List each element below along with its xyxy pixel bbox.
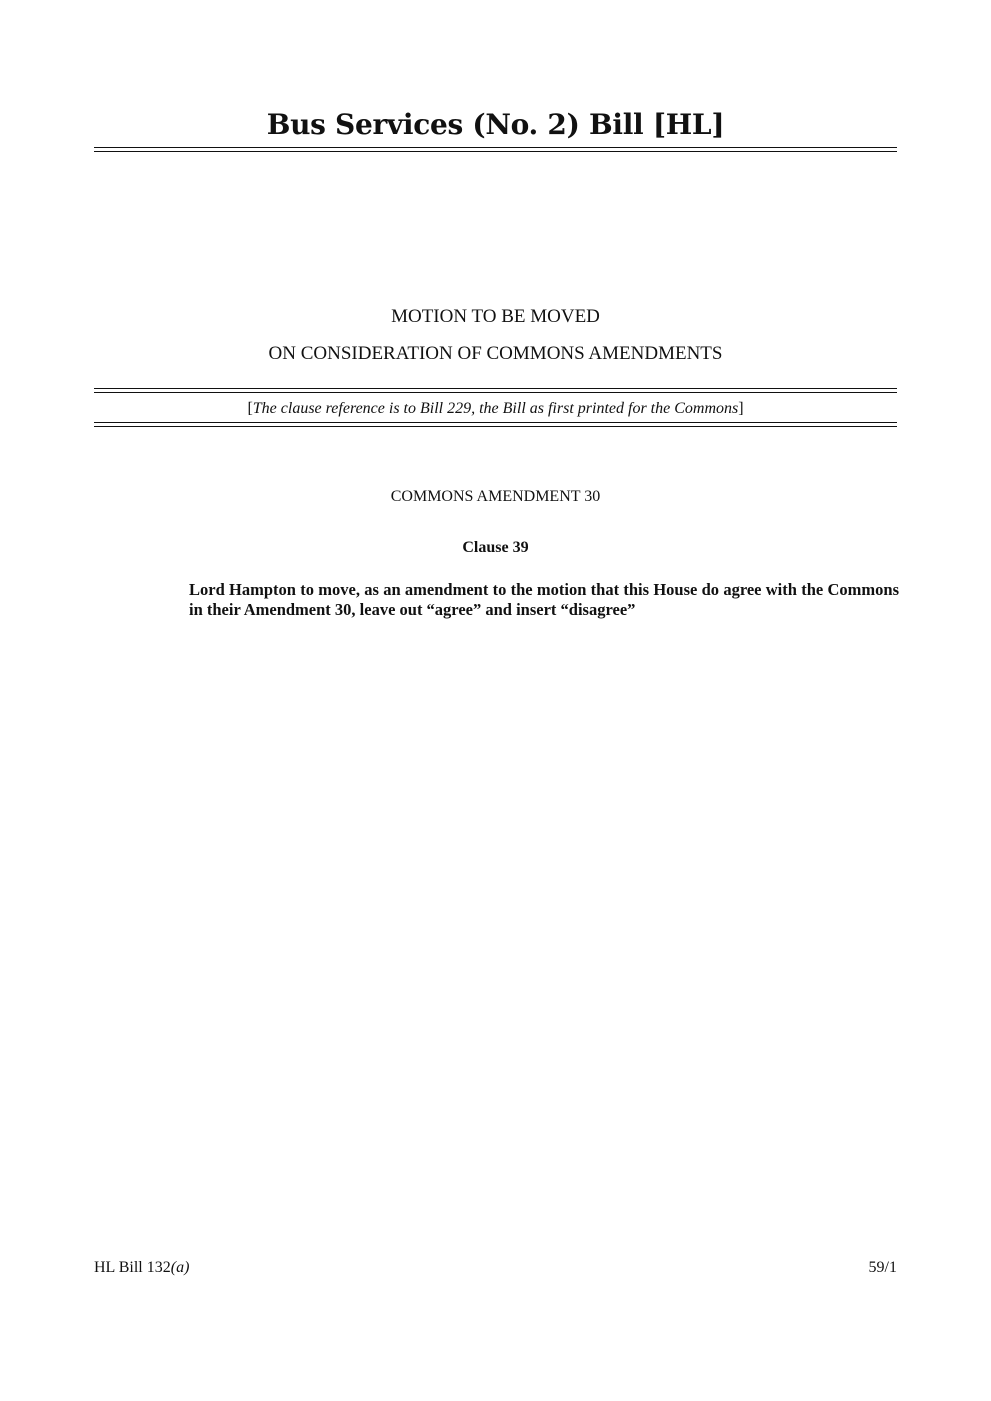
footer-page-reference: 59/1 xyxy=(868,1259,897,1276)
reference-rule-top-2 xyxy=(94,392,897,393)
footer-bill-number-prefix: HL Bill 132 xyxy=(94,1259,171,1276)
amendment-motion-text: Lord Hampton to move, as an amendment to the motion that this House do agree with the Commons in their Amendment 30, leave out “agree” and insert “disagree” xyxy=(189,580,899,619)
title-rule-top xyxy=(94,147,897,148)
title-rule-bottom xyxy=(94,151,897,152)
footer-bill-number xyxy=(94,1257,189,1279)
clause-reference-close-bracket: ] xyxy=(738,400,744,417)
clause-reference-text: The clause reference is to Bill 229, the Bill as first printed for the Commons xyxy=(252,400,739,417)
amendment-heading: COMMONS AMENDMENT 30 xyxy=(390,488,601,505)
footer-bill-number-suffix: (a) xyxy=(170,1259,190,1276)
reference-rule-top-1 xyxy=(94,388,897,389)
motion-heading-line-2: ON CONSIDERATION OF COMMONS AMENDMENTS xyxy=(268,343,723,364)
reference-rule-bottom-2 xyxy=(94,426,897,427)
clause-reference-open-bracket: [ xyxy=(247,400,253,417)
reference-rule-bottom-1 xyxy=(94,422,897,423)
clause-reference-note xyxy=(94,398,897,420)
bill-title: Bus Services (No. 2) Bill [HL] xyxy=(266,108,725,141)
motion-heading-line-1: MOTION TO BE MOVED xyxy=(391,306,600,327)
clause-heading: Clause 39 xyxy=(462,539,529,556)
